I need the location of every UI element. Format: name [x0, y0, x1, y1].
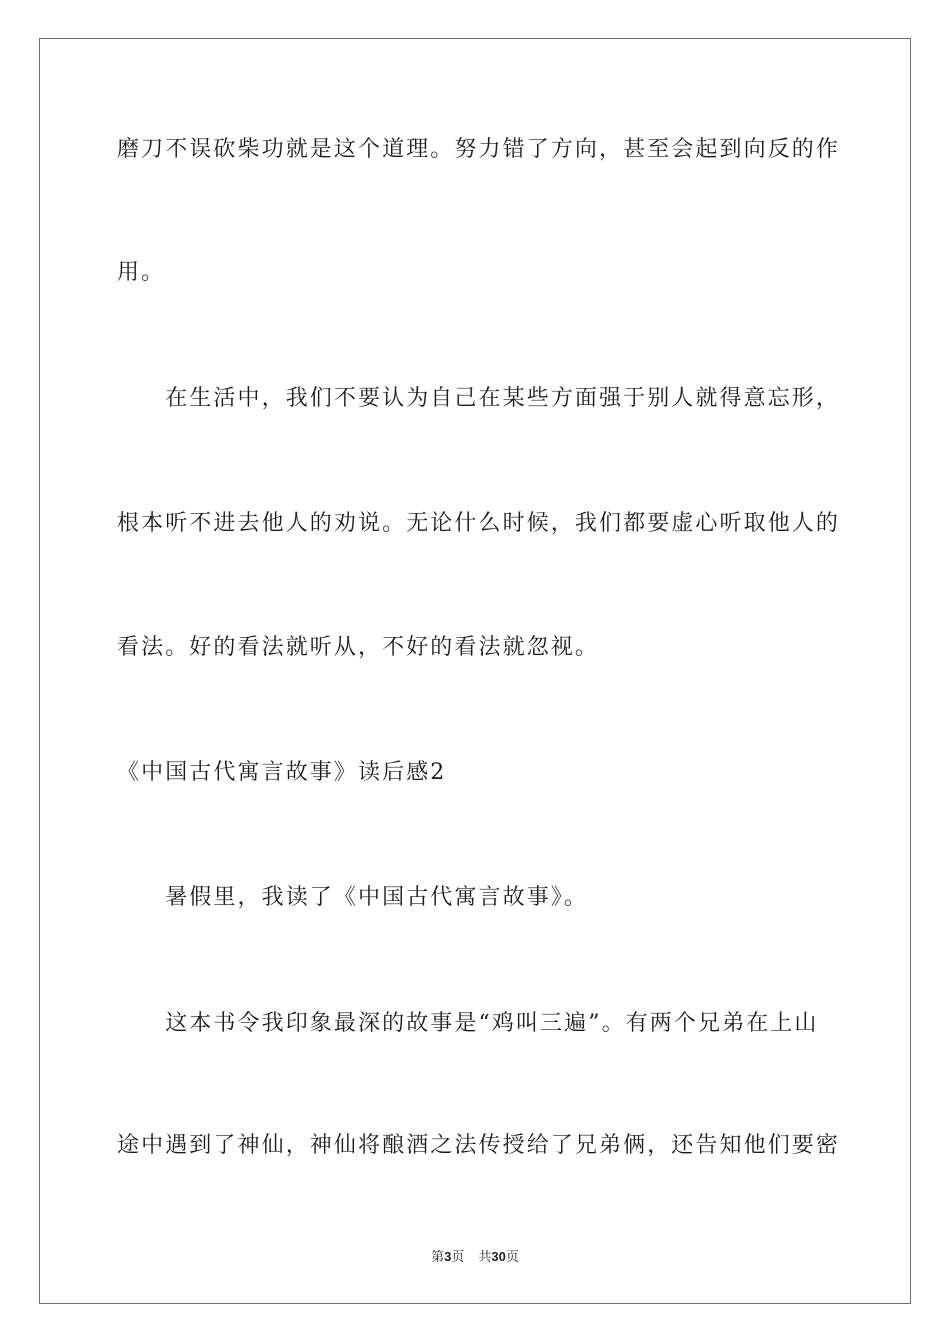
body-line-1: 磨刀不误砍柴功就是这个道理。努力错了方向，甚至会起到向反的作	[117, 137, 841, 162]
page-prefix: 第	[431, 1250, 445, 1265]
page-number: 3	[444, 1249, 452, 1264]
body-line-7: 这本书令我印象最深的故事是“鸡叫三遍”。有两个兄弟在上山	[117, 1011, 819, 1036]
body-line-6: 暑假里，我读了《中国古代寓言故事》。	[117, 885, 589, 910]
page-suffix: 页	[451, 1250, 465, 1265]
total-suffix: 页	[505, 1250, 519, 1265]
body-line-5: 看法。好的看法就听从，不好的看法就忽视。	[117, 635, 600, 660]
body-line-4: 根本听不进去他人的劝说。无论什么时候，我们都要虚心听取他人的	[117, 511, 841, 536]
total-pages: 30	[491, 1249, 506, 1264]
body-line-2: 用。	[117, 260, 166, 285]
page-footer	[0, 1248, 950, 1267]
section-heading: 《中国古代寓言故事》读后感2	[117, 760, 447, 785]
body-line-8: 途中遇到了神仙，神仙将酿酒之法传授给了兄弟俩，还告知他们要密	[117, 1133, 841, 1158]
page-border	[39, 38, 911, 1304]
body-line-3: 在生活中，我们不要认为自己在某些方面强于别人就得意忘形，	[117, 386, 841, 411]
total-prefix: 共	[478, 1250, 492, 1265]
